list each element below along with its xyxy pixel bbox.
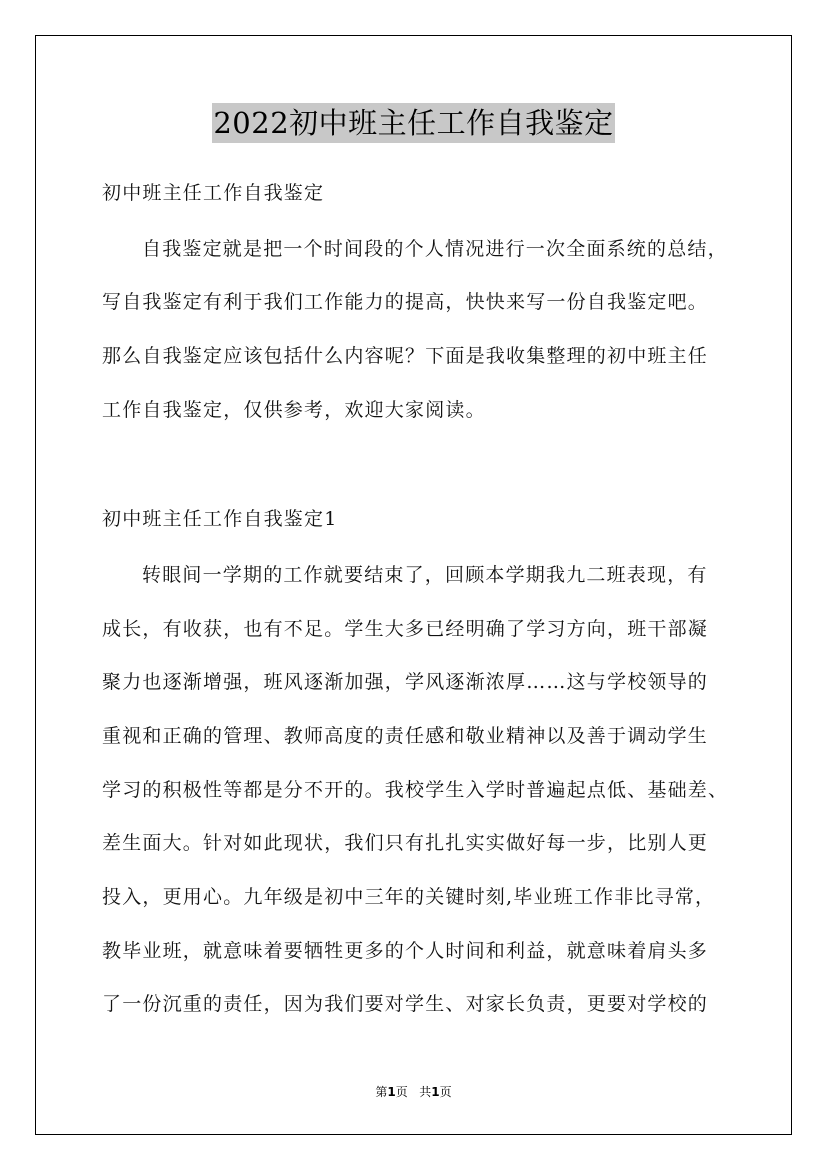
body-line: 教毕业班，就意味着要牺牲更多的个人时间和利益，就意味着肩头多: [102, 940, 709, 962]
page-suffix: 页: [395, 1085, 408, 1099]
intro-heading: 初中班主任工作自我鉴定: [102, 182, 325, 204]
body-line: 差生面大。针对如此现状，我们只有扎扎实实做好每一步，比别人更: [102, 832, 709, 854]
page-prefix: 第: [375, 1085, 388, 1099]
title-wrap: [0, 103, 827, 143]
intro-line: 工作自我鉴定，仅供参考，欢迎大家阅读。: [102, 399, 486, 421]
body-line: 成长，有收获，也有不足。学生大多已经明确了学习方向，班干部凝: [102, 618, 709, 640]
total-suffix: 页: [439, 1085, 452, 1099]
body-line: 聚力也逐渐增强，班风逐渐加强，学风逐渐浓厚……这与学校领导的: [102, 671, 709, 693]
body-line: 学习的积极性等都是分不开的。我校学生入学时普遍起点低、基础差、: [102, 779, 729, 801]
body-line: 重视和正确的管理、教师高度的责任感和敬业精神以及善于调动学生: [102, 725, 709, 747]
intro-line: 自我鉴定就是把一个时间段的个人情况进行一次全面系统的总结，: [142, 238, 728, 260]
intro-line: 写自我鉴定有利于我们工作能力的提高，快快来写一份自我鉴定吧。: [102, 291, 709, 313]
section-heading: 初中班主任工作自我鉴定1: [102, 508, 338, 530]
body-line: 投入，更用心。九年级是初中三年的关键时刻,毕业班工作非比寻常，: [102, 886, 716, 908]
page-footer: [0, 1083, 827, 1100]
body-line: 了一份沉重的责任，因为我们要对学生、对家长负责，更要对学校的: [102, 993, 709, 1015]
body-line: 转眼间一学期的工作就要结束了，回顾本学期我九二班表现，有: [142, 564, 708, 586]
total-prefix: 共: [419, 1085, 432, 1099]
page-title: 2022初中班主任工作自我鉴定: [212, 103, 614, 143]
intro-line: 那么自我鉴定应该包括什么内容呢？下面是我收集整理的初中班主任: [102, 345, 709, 367]
total-pages: 1: [431, 1085, 440, 1099]
page-number: 1: [387, 1085, 396, 1099]
